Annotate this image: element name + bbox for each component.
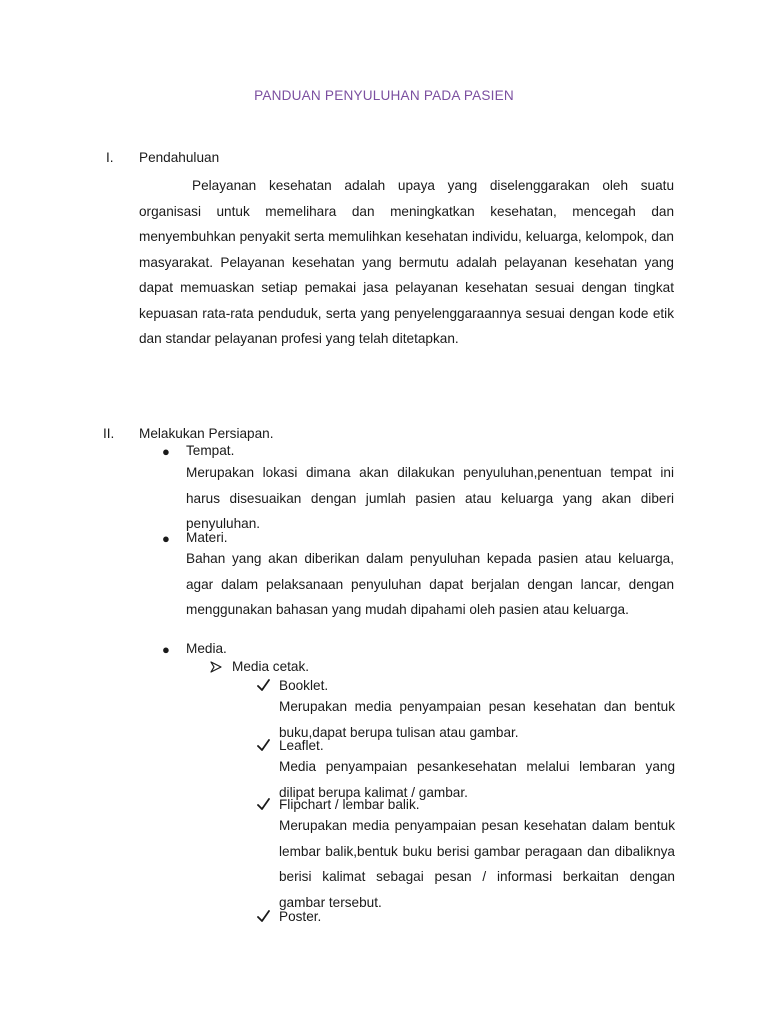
section-heading-pendahuluan: Pendahuluan	[139, 150, 220, 165]
arrow-bullet-icon	[210, 661, 222, 673]
bullet-icon: ●	[162, 642, 170, 657]
item-title-materi: Materi.	[186, 530, 228, 545]
item-description-materi: Bahan yang akan diberikan dalam penyuluhan kepada pasien atau keluarga, agar dalam pelaksanaan penyuluhan dapat berjalan dengan lancar, dengan menggunakan bahasan yang mudah dipahami oleh pasien atau keluarga.	[186, 551, 674, 617]
bullet-icon: ●	[162, 444, 170, 459]
entry-description-leaflet: Media penyampaian pesankesehatan melalui lembaran yang dilipat berupa kalimat / gambar.	[279, 759, 675, 800]
check-icon	[257, 798, 270, 811]
section-heading-persiapan: Melakukan Persiapan.	[139, 426, 274, 441]
entry-title-booklet: Booklet.	[279, 678, 329, 693]
entry-title-poster: Poster.	[279, 909, 322, 924]
item-description-tempat: Merupakan lokasi dimana akan dilakukan penyuluhan,penentuan tempat ini harus disesuaikan dengan jumlah pasien atau keluarga yang akan diberi penyuluhan.	[186, 465, 674, 531]
item-title-tempat: Tempat.	[186, 443, 235, 458]
entry-description-flipchart: Merupakan media penyampaian pesan kesehatan dalam bentuk lembar balik,bentuk buku berisi gambar peragaan dan dibaliknya berisi kalimat sebagai pesan / informasi berkaitan dengan gambar tersebut.	[279, 818, 675, 910]
check-icon	[257, 679, 270, 692]
section-number: II.	[103, 426, 115, 441]
entry-description-booklet: Merupakan media penyampaian pesan kesehatan dan bentuk buku,dapat berupa tulisan atau gambar.	[279, 699, 675, 740]
item-title-media: Media.	[186, 641, 227, 656]
check-icon	[257, 910, 270, 923]
entry-title-flipchart: Flipchart / lembar balik.	[279, 797, 420, 812]
subitem-title-media-cetak: Media cetak.	[232, 659, 310, 674]
section-number: I.	[106, 150, 114, 165]
section-intro-paragraph: Pelayanan kesehatan adalah upaya yang diselenggarakan oleh suatu organisasi untuk memelihara dan meningkatkan kesehatan, mencegah dan menyembuhkan penyakit serta memulihkan kesehatan individu, keluarga, kelompok, dan masyarakat. Pelayanan kesehatan yang bermutu adalah pelayanan kesehatan yang dapat memuaskan setiap pemakai jasa pelayanan kesehatan sesuai dengan tingkat kepuasan rata-rata penduduk, serta yang penyelenggaraannya sesuai dengan kode etik dan standar pelayanan profesi yang telah ditetapkan.	[139, 178, 674, 346]
check-icon	[257, 739, 270, 752]
bullet-icon: ●	[162, 531, 170, 546]
entry-title-leaflet: Leaflet.	[279, 738, 324, 753]
document-title: PANDUAN PENYULUHAN PADA PASIEN	[254, 88, 514, 103]
